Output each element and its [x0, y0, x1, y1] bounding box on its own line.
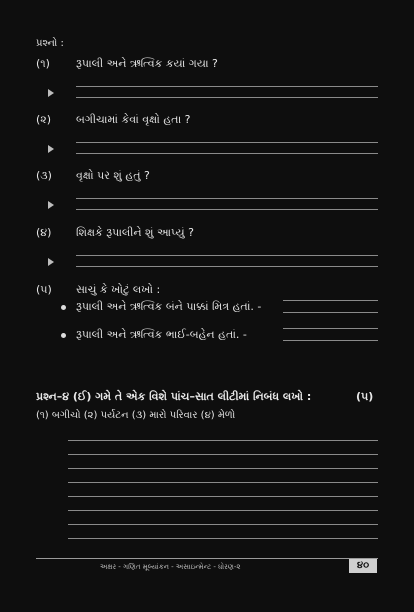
essay-line [68, 538, 378, 539]
question-1-number: (૧) [36, 57, 50, 70]
question-3-text: વૃક્ષો પર શું હતું ? [76, 169, 150, 182]
bullet-icon [61, 333, 66, 338]
question-2-number: (૨) [36, 113, 52, 126]
answer-arrow-icon [48, 145, 54, 153]
questions-heading: પ્રશ્નો : [36, 38, 64, 49]
question-4-text: શિક્ષકે રૂપાલીને શું આપ્યું ? [76, 226, 194, 239]
essay-line [68, 454, 378, 455]
answer-line [76, 266, 378, 267]
essay-line [68, 510, 378, 511]
answer-line [76, 198, 378, 199]
question-3-number: (૩) [36, 169, 52, 182]
answer-line [283, 300, 378, 301]
answer-arrow-icon [48, 89, 54, 97]
answer-line [76, 97, 378, 98]
answer-arrow-icon [48, 258, 54, 266]
essay-line [68, 524, 378, 525]
essay-line [68, 496, 378, 497]
answer-line [76, 209, 378, 210]
answer-line [76, 255, 378, 256]
essay-line [68, 468, 378, 469]
essay-topics: (૧) બગીચો (૨) પર્યટન (૩) મારો પરિવાર (૪) મેળો [36, 410, 236, 421]
answer-arrow-icon [48, 201, 54, 209]
answer-line [283, 328, 378, 329]
answer-line [76, 86, 378, 87]
answer-line [76, 142, 378, 143]
essay-marks: (૫) [356, 390, 374, 403]
question-5-prompt: સાચું કે ખોટું લખો : [76, 283, 161, 296]
question-2-text: બગીચામાં કેવાં વૃક્ષો હતા ? [76, 113, 191, 126]
answer-line [283, 340, 378, 341]
true-false-statement-1: રૂપાલી અને ઋત્વિક બંને પાક્કાં મિત્ર હતાં. - [76, 300, 262, 313]
page-number: ૪૦ [349, 559, 377, 573]
answer-line [76, 153, 378, 154]
answer-line [283, 312, 378, 313]
footer-divider [36, 558, 378, 559]
footer-text: અક્ષર - ગણિત મૂલ્યાંકન - અસાઇન્મેન્ટ - ધોરણ-૨ [100, 563, 241, 571]
essay-line [68, 440, 378, 441]
question-4-number: (૪) [36, 226, 52, 239]
essay-title: પ્રશ્ન–૪ (ઈ) ગમે તે એક વિશે પાંચ–સાત લીટીમાં નિબંધ લખો : [36, 390, 312, 403]
question-1-text: રૂપાલી અને ઋત્વિક કયાં ગયા ? [76, 57, 218, 70]
essay-line [68, 482, 378, 483]
bullet-icon [61, 305, 66, 310]
true-false-statement-2: રૂપાલી અને ઋત્વિક ભાઈ-બહેન હતાં. - [76, 328, 247, 341]
question-5-number: (૫) [36, 283, 52, 296]
